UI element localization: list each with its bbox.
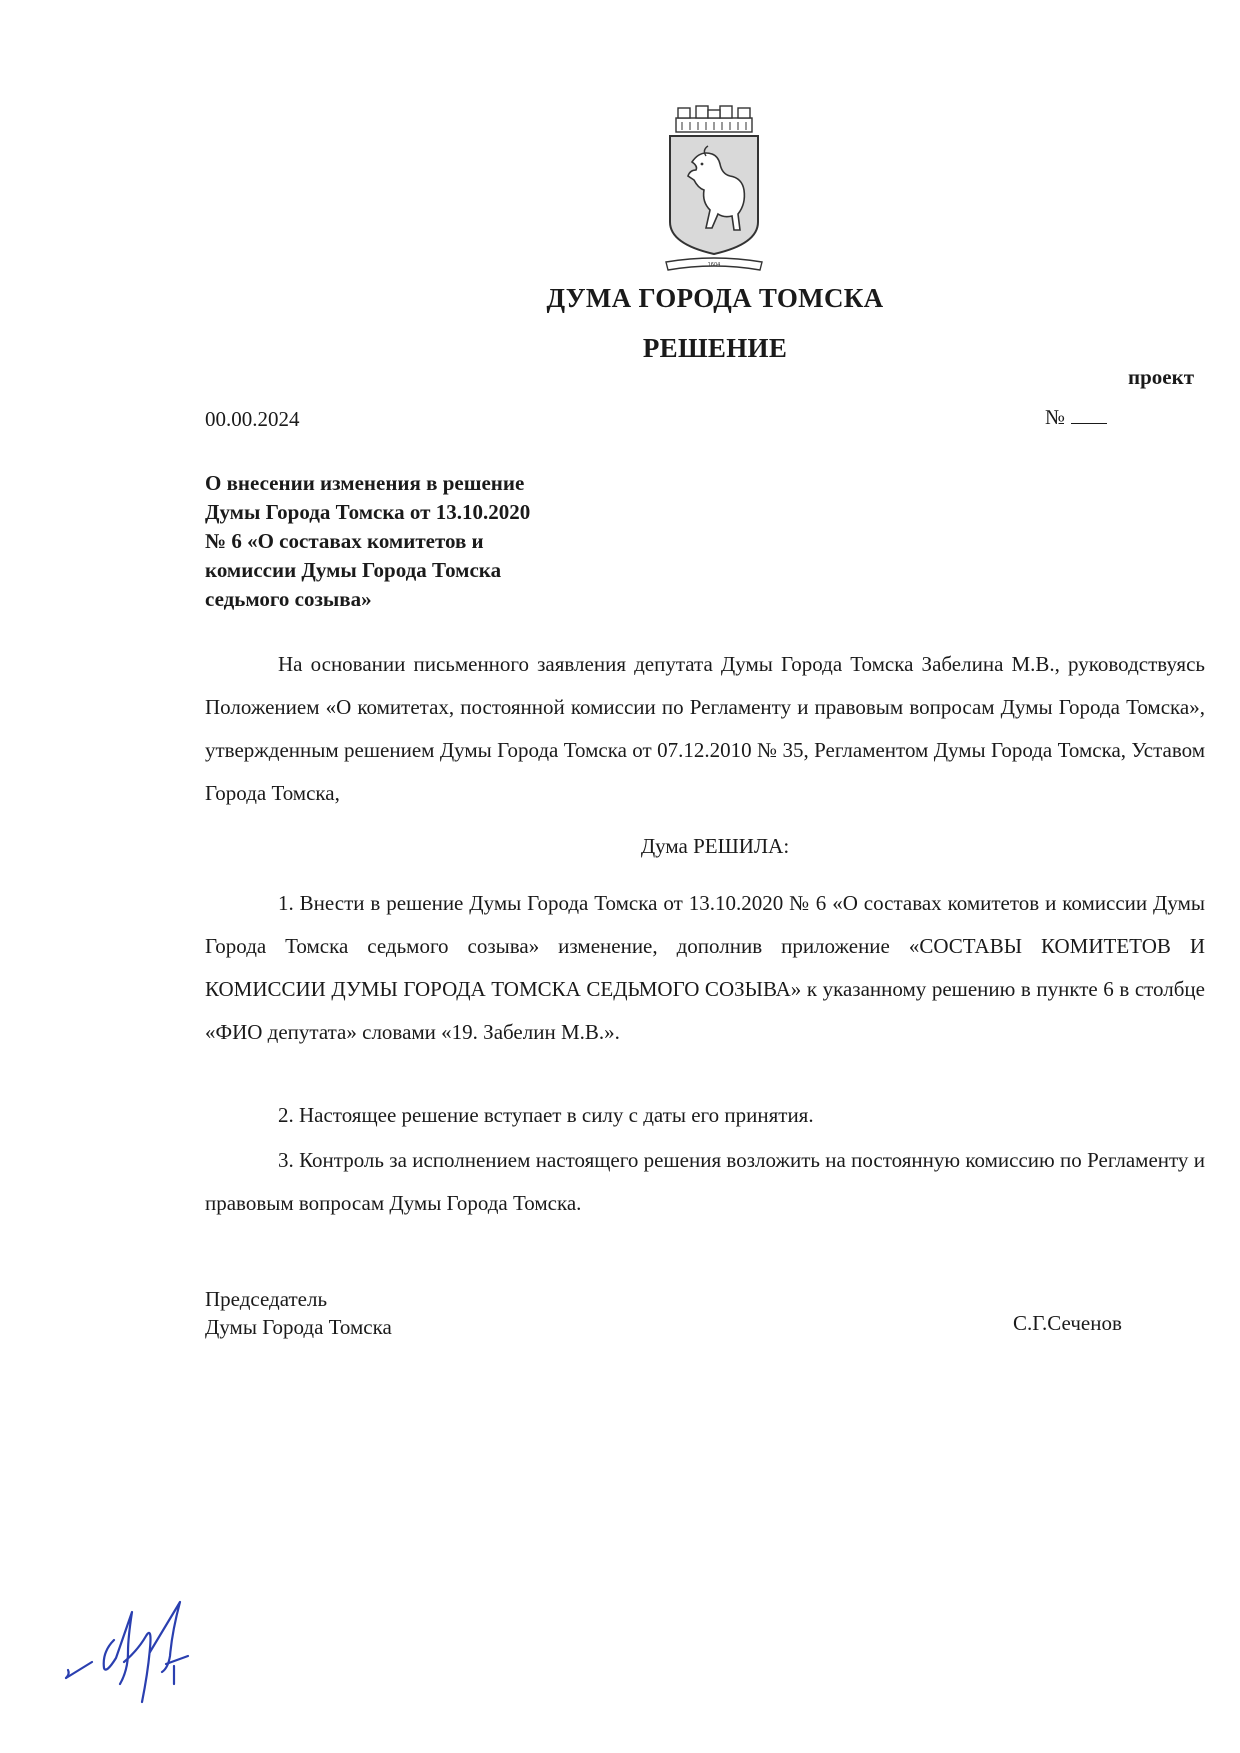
emblem-ribbon-text: 1604: [707, 262, 721, 268]
decided-heading: Дума РЕШИЛА:: [640, 834, 790, 858]
signatory-name: С.Г.Сеченов: [1013, 1311, 1122, 1335]
subject-line: № 6 «О составах комитетов и: [205, 529, 484, 553]
decision-subject: [205, 469, 625, 614]
signatory-title-line: Председатель: [205, 1287, 328, 1311]
document-type: РЕШЕНИЕ: [642, 333, 788, 363]
council-title: ДУМА ГОРОДА ТОМСКА: [546, 283, 884, 313]
subject-line: комиссии Думы Города Томска: [205, 558, 502, 582]
item-3-paragraph: 3. Контроль за исполнением настоящего решения возложить на постоянную комиссию по Регламенту и правовым вопросам Думы Города Томска.: [205, 1148, 1205, 1215]
document-number: [1045, 405, 1107, 430]
draft-status: проект: [1128, 365, 1195, 389]
signatory-title-line: Думы Города Томска: [205, 1315, 392, 1339]
item-1-paragraph: 1. Внести в решение Думы Города Томска от 13.10.2020 № 6 «О составах комитетов и комиссии Думы Города Томска седьмого созыва» изменение, дополнив приложение «СОСТАВЫ КОМИТЕТОВ И КОМИССИИ ДУМЫ ГОРОДА ТОМСКА СЕДЬМОГО СОЗЫВА» к указанному решению в пункте 6 в столбце «ФИО депутата» словами «19. Забелин М.В.».: [205, 891, 1205, 1044]
handwritten-signature-icon: [62, 1592, 242, 1710]
number-blank: [1071, 405, 1107, 424]
number-label: №: [1045, 405, 1066, 429]
subject-line: О внесении изменения в решение: [205, 471, 525, 495]
item-2-paragraph: 2. Настоящее решение вступает в силу с даты его принятия.: [278, 1103, 814, 1127]
document-date: 00.00.2024: [205, 407, 300, 431]
basis-paragraph: На основании письменного заявления депутата Думы Города Томска Забелина М.В., руководствуясь Положением «О комитетах, постоянной комиссии по Регламенту и правовым вопросам Думы Города Томска», утвержденным решением Думы Города Томска от 07.12.2010 № 35, Регламентом Думы Города Томска, Уставом Города Томска,: [205, 652, 1205, 805]
subject-line: Думы Города Томска от 13.10.2020: [205, 500, 531, 524]
signatory-title: [205, 1285, 392, 1341]
tomsk-coat-of-arms-icon: [662, 104, 766, 276]
subject-line: седьмого созыва»: [205, 587, 372, 611]
